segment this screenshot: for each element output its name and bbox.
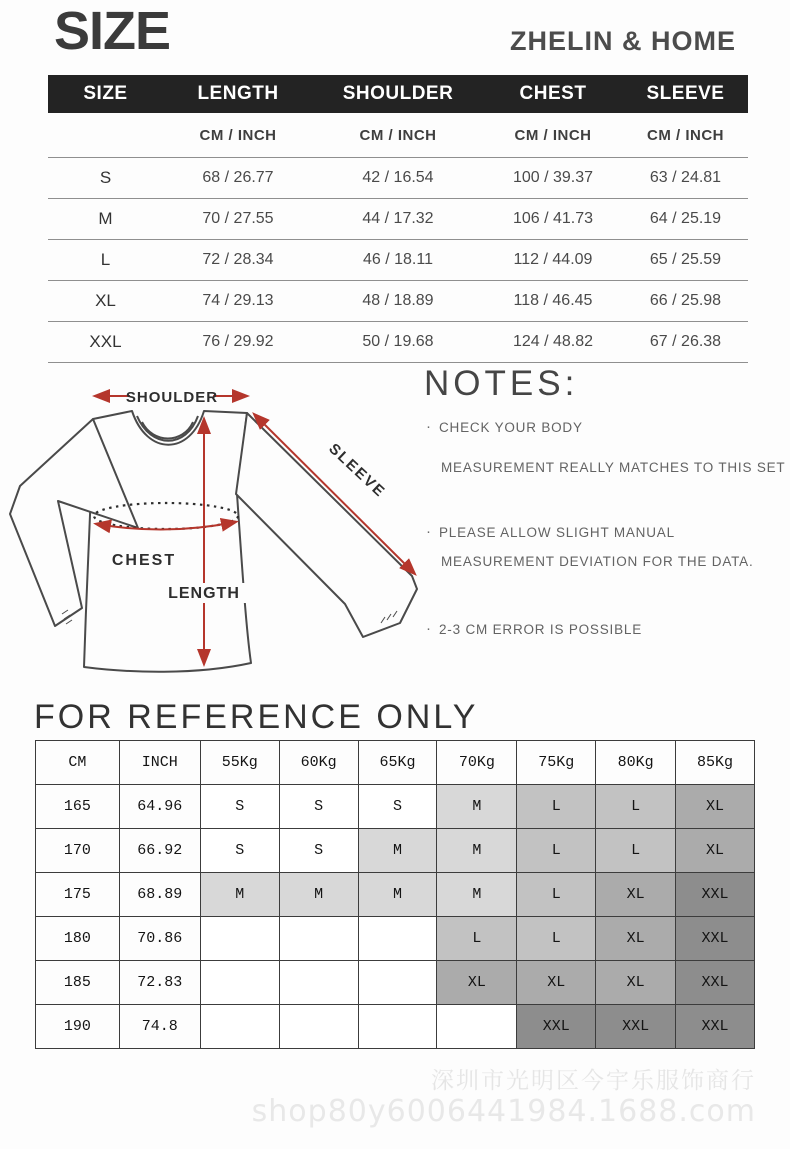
reference-row (36, 873, 755, 917)
reference-col-header: INCH (119, 741, 200, 785)
reference-col-header: 70Kg (437, 741, 517, 785)
ref-cell-size: XL (437, 961, 517, 1005)
ref-cell-size (358, 961, 437, 1005)
chest-label: CHEST (111, 552, 177, 569)
note-item (424, 622, 790, 637)
size-cell-size: S (99, 168, 112, 187)
reference-col-header: 60Kg (279, 741, 358, 785)
size-cell-sleeve: 65 / 25.59 (649, 251, 722, 268)
ref-cell-size: M (200, 873, 279, 917)
sleeve-label: SLEEVE (325, 440, 389, 502)
shirt-body-outline (84, 411, 251, 672)
ref-cell-size (437, 1005, 517, 1049)
ref-cell-size: XXL (676, 917, 755, 961)
ref-cell-size: XXL (596, 1005, 676, 1049)
size-cell-chest: 106 / 41.73 (512, 210, 594, 227)
page-title: SIZE (54, 1, 171, 61)
size-cell-shoulder: 48 / 18.89 (362, 292, 434, 309)
ref-cell-size: L (437, 917, 517, 961)
ref-cell-size: XL (517, 961, 596, 1005)
ref-cell-cm: 180 (36, 917, 120, 961)
size-cell-shoulder: 42 / 16.54 (362, 169, 434, 186)
note-line: PLEASE ALLOW SLIGHT MANUAL (439, 525, 675, 540)
length-label: LENGTH (168, 585, 240, 602)
ref-cell-size (279, 961, 358, 1005)
ref-cell-inch: 64.96 (119, 785, 200, 829)
reference-col-header: 65Kg (358, 741, 437, 785)
ref-cell-cm: 165 (36, 785, 120, 829)
ref-cell-size: XL (676, 785, 755, 829)
col-header-shoulder: SHOULDER (342, 83, 454, 104)
size-table-row (48, 199, 748, 240)
ref-cell-size (279, 1005, 358, 1049)
ref-cell-size: L (596, 829, 676, 873)
reference-col-header: 75Kg (517, 741, 596, 785)
size-cell-length: 70 / 27.55 (202, 210, 274, 227)
reference-col-header: CM (36, 741, 120, 785)
ref-cell-size: S (279, 785, 358, 829)
reference-row (36, 785, 755, 829)
ref-cell-cm: 185 (36, 961, 120, 1005)
size-table-row (48, 322, 748, 363)
col-header-chest: CHEST (519, 83, 587, 104)
ref-cell-size: M (358, 873, 437, 917)
col-header-size: SIZE (83, 83, 128, 104)
reference-table-wrap (35, 740, 755, 1049)
reference-col-header: 85Kg (676, 741, 755, 785)
size-cell-length: 76 / 29.92 (202, 333, 274, 350)
size-cell-chest: 100 / 39.37 (512, 169, 594, 186)
unit-cell-length: CM / INCH (199, 126, 277, 144)
shirt-right-sleeve (236, 413, 417, 637)
ref-cell-size: XXL (676, 961, 755, 1005)
ref-cell-size: S (358, 785, 437, 829)
size-table-body (48, 158, 748, 363)
ref-cell-size: XXL (676, 873, 755, 917)
size-cell-sleeve: 63 / 24.81 (649, 169, 722, 186)
ref-cell-cm: 190 (36, 1005, 120, 1049)
note-line: MEASUREMENT DEVIATION FOR THE DATA. (441, 554, 754, 569)
ref-cell-size: XL (596, 873, 676, 917)
col-header-sleeve: SLEEVE (646, 83, 725, 104)
bullet-icon: · (426, 523, 431, 540)
size-cell-sleeve: 67 / 26.38 (649, 333, 722, 350)
reference-row (36, 1005, 755, 1049)
ref-cell-inch: 68.89 (119, 873, 200, 917)
ref-cell-size: XL (596, 961, 676, 1005)
size-table-unit-row (48, 113, 748, 158)
ref-cell-size (200, 961, 279, 1005)
ref-cell-cm: 175 (36, 873, 120, 917)
unit-cell-shoulder: CM / INCH (359, 126, 437, 144)
ref-cell-size (200, 1005, 279, 1049)
ref-cell-size: L (517, 785, 596, 829)
size-cell-shoulder: 50 / 19.68 (362, 333, 434, 350)
bullet-icon: · (426, 418, 431, 435)
size-cell-size: M (98, 209, 113, 228)
ref-cell-size (200, 917, 279, 961)
size-cell-shoulder: 44 / 17.32 (362, 210, 434, 227)
note-item (424, 420, 790, 475)
ref-cell-size: XL (676, 829, 755, 873)
note-line: MEASUREMENT REALLY MATCHES TO THIS SET (441, 460, 786, 475)
size-cell-sleeve: 66 / 25.98 (649, 292, 722, 309)
col-header-length: LENGTH (197, 83, 279, 104)
reference-title: FOR REFERENCE ONLY (34, 698, 479, 736)
measurement-diagram (0, 366, 430, 698)
size-cell-size: XXL (89, 332, 122, 351)
reference-row (36, 917, 755, 961)
ref-cell-size: S (200, 785, 279, 829)
ref-cell-size: L (517, 917, 596, 961)
note-item (424, 525, 790, 569)
size-cell-chest: 112 / 44.09 (513, 251, 593, 268)
notes-title: NOTES: (424, 364, 579, 403)
ref-cell-size: XXL (676, 1005, 755, 1049)
size-cell-size: XL (95, 291, 116, 310)
ref-cell-size: M (358, 829, 437, 873)
size-table-row (48, 281, 748, 322)
size-cell-chest: 124 / 48.82 (512, 333, 594, 350)
size-table-header (48, 75, 748, 113)
unit-cell-sleeve: CM / INCH (647, 126, 724, 144)
size-cell-length: 68 / 26.77 (202, 169, 274, 186)
ref-cell-size: S (279, 829, 358, 873)
ref-cell-inch: 72.83 (119, 961, 200, 1005)
ref-cell-inch: 70.86 (119, 917, 200, 961)
size-cell-length: 74 / 29.13 (202, 292, 274, 309)
reference-header-row (36, 741, 755, 785)
ref-cell-size (358, 1005, 437, 1049)
ref-cell-size: M (279, 873, 358, 917)
ref-cell-size (358, 917, 437, 961)
watermark-shop-url: shop80y6006441984.1688.com (251, 1094, 756, 1129)
bullet-icon: · (426, 620, 431, 637)
size-cell-chest: 118 / 46.45 (513, 292, 593, 309)
size-table (48, 75, 748, 363)
size-cell-size: L (100, 250, 111, 269)
ref-cell-size: L (517, 829, 596, 873)
size-table-row (48, 158, 748, 199)
unit-cell-chest: CM / INCH (514, 126, 592, 144)
ref-cell-size: XL (596, 917, 676, 961)
note-line: CHECK YOUR BODY (439, 420, 583, 435)
reference-row (36, 961, 755, 1005)
reference-table-el (35, 740, 755, 1049)
ref-cell-cm: 170 (36, 829, 120, 873)
ref-cell-size: XXL (517, 1005, 596, 1049)
ref-cell-size: M (437, 785, 517, 829)
ref-cell-inch: 66.92 (119, 829, 200, 873)
note-line: 2-3 CM ERROR IS POSSIBLE (439, 622, 642, 637)
ref-cell-size: M (437, 829, 517, 873)
shirt-collar-rib2 (142, 422, 193, 439)
brand-name: ZHELIN & HOME (510, 26, 736, 56)
reference-table (36, 741, 755, 1049)
ref-cell-inch: 74.8 (119, 1005, 200, 1049)
size-table-row (48, 240, 748, 281)
ref-cell-size: M (437, 873, 517, 917)
reference-col-header: 80Kg (596, 741, 676, 785)
notes-section (424, 364, 790, 637)
ref-cell-size: L (596, 785, 676, 829)
size-cell-shoulder: 46 / 18.11 (363, 251, 433, 268)
watermark-shop-name: 深圳市光明区今宇乐服饰商行 (431, 1068, 756, 1094)
reference-row (36, 829, 755, 873)
ref-cell-size: S (200, 829, 279, 873)
size-cell-length: 72 / 28.34 (202, 251, 274, 268)
shoulder-label: SHOULDER (125, 389, 219, 406)
ref-cell-size: L (517, 873, 596, 917)
reference-col-header: 55Kg (200, 741, 279, 785)
shirt-diagram-svg (0, 366, 430, 698)
size-cell-sleeve: 64 / 25.19 (649, 210, 722, 227)
ref-cell-size (279, 917, 358, 961)
